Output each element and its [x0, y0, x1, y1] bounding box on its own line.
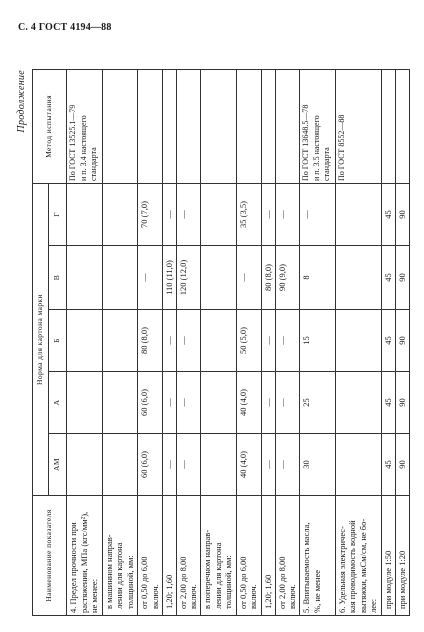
table-row — [261, 69, 275, 615]
row-label-line: лее: — [368, 598, 379, 613]
norm-value — [201, 183, 237, 245]
test-method — [102, 69, 138, 183]
row-label-line: при модуле 1:20 — [397, 550, 408, 609]
row-label-line: лении для картона — [114, 542, 125, 609]
row-label — [162, 496, 176, 616]
row-label — [67, 496, 103, 616]
table-row — [201, 69, 237, 615]
test-method — [335, 69, 381, 183]
row-label-line: в машинном направ- — [103, 534, 114, 609]
test-method-line: По ГОСТ 13648.5—78 — [301, 104, 311, 181]
row-label — [396, 496, 410, 616]
norm-value: 45 — [382, 310, 396, 372]
row-label — [138, 496, 163, 616]
norm-value: 90 — [396, 246, 410, 310]
continuation-label: Продолжение — [16, 70, 27, 133]
norm-value — [67, 246, 103, 310]
norm-value: — — [162, 434, 176, 496]
test-method — [162, 69, 176, 183]
test-method-line: и п. 3.5 настоящего — [311, 115, 321, 181]
norm-value — [67, 434, 103, 496]
norm-value — [67, 310, 103, 372]
norm-value: 45 — [382, 434, 396, 496]
row-label-line: толщиной, мм: — [124, 555, 135, 609]
norm-value: 90 — [396, 183, 410, 245]
norm-value — [67, 372, 103, 434]
test-method — [300, 69, 336, 183]
norm-value — [102, 183, 138, 245]
norm-value: — — [162, 372, 176, 434]
norm-value: — — [176, 183, 201, 245]
row-label-line: толщиной, мм: — [223, 555, 234, 609]
test-method — [138, 69, 163, 183]
row-label — [236, 496, 261, 616]
test-method — [236, 69, 261, 183]
row-label-line: в поперечном направ- — [202, 529, 213, 609]
norm-value: — — [275, 372, 300, 434]
norm-value: 80 (8,0) — [261, 246, 275, 310]
norm-value: — — [261, 310, 275, 372]
table-row — [396, 69, 410, 615]
row-label — [176, 496, 201, 616]
row-label — [275, 496, 300, 616]
norm-value: 40 (4,0) — [236, 372, 261, 434]
norm-value: 60 (6,0) — [138, 372, 163, 434]
row-label-line: 4. Предел прочности при — [68, 522, 78, 613]
col-header-grade: Б — [49, 310, 67, 372]
test-method — [396, 69, 410, 183]
norm-value: — — [162, 183, 176, 245]
norm-value: 45 — [382, 183, 396, 245]
table-row — [67, 69, 103, 615]
table-row — [176, 69, 201, 615]
col-header-grade: В — [49, 246, 67, 310]
norm-value — [102, 372, 138, 434]
col-header-norm-group: Норма для картона марки — [33, 183, 49, 495]
test-method-line: стандарта — [322, 147, 332, 181]
norm-value: — — [138, 246, 163, 310]
norm-value: 60 (6,0) — [138, 434, 163, 496]
row-label-line: 1,20; 1,60 — [163, 574, 174, 609]
norm-value: 30 — [300, 434, 336, 496]
table-row — [382, 69, 396, 615]
norm-value: 8 — [300, 246, 336, 310]
norm-value: 45 — [382, 246, 396, 310]
norm-value: — — [162, 310, 176, 372]
norm-value: 25 — [300, 372, 336, 434]
norm-value: — — [261, 434, 275, 496]
row-label — [102, 496, 138, 616]
norm-value — [335, 434, 381, 496]
norm-value — [102, 434, 138, 496]
row-label-line: включ. — [248, 584, 259, 609]
row-label — [201, 496, 237, 616]
rotated-table-area — [18, 70, 410, 616]
row-label-line: %, не менее — [311, 569, 322, 613]
row-label-line: при модуле 1:50 — [383, 550, 394, 609]
table-row — [102, 69, 138, 615]
col-header-grade: Г — [49, 183, 67, 245]
norm-value: 110 (11,0) — [162, 246, 176, 310]
norm-value — [335, 183, 381, 245]
test-method-line: По ГОСТ 13525.1—79 — [68, 104, 77, 181]
row-label-line: растяжении, МПа (кгс/мм²), — [78, 511, 89, 613]
col-header-name: Наименование показателя — [33, 496, 67, 616]
norm-value — [201, 246, 237, 310]
table-row — [162, 69, 176, 615]
norm-value: — — [275, 310, 300, 372]
norm-value — [102, 246, 138, 310]
norm-value: — — [176, 310, 201, 372]
table-row — [236, 69, 261, 615]
row-label — [335, 496, 381, 616]
row-label-line: вытяжки, мкСм/см, не бо- — [357, 518, 368, 613]
test-method — [261, 69, 275, 183]
norm-value: — — [300, 183, 336, 245]
test-method-line: и п. 3.4 настоящего — [78, 115, 88, 181]
test-method — [275, 69, 300, 183]
test-method — [67, 69, 103, 183]
norm-value: 90 (9,0) — [275, 246, 300, 310]
norm-value: — — [275, 434, 300, 496]
norm-value: — — [176, 434, 201, 496]
norm-value — [201, 434, 237, 496]
test-method — [382, 69, 396, 183]
norm-value — [102, 310, 138, 372]
norms-table — [32, 69, 410, 616]
norm-value: 90 — [396, 434, 410, 496]
table-row — [138, 69, 163, 615]
norm-value: 40 (4,0) — [236, 434, 261, 496]
norm-value: 90 — [396, 372, 410, 434]
table-row — [335, 69, 381, 615]
row-label — [382, 496, 396, 616]
test-method-line: стандарта — [89, 147, 98, 181]
norm-value: 70 (7,0) — [138, 183, 163, 245]
page-header: С. 4 ГОСТ 4194—88 — [18, 22, 112, 33]
row-label-line: кая проводимость водной — [347, 520, 358, 613]
norm-value: 90 — [396, 310, 410, 372]
row-label-line: лении для картона — [212, 542, 223, 609]
norm-value — [201, 310, 237, 372]
norm-value: 35 (3,5) — [236, 183, 261, 245]
row-label-line: включ. — [149, 584, 160, 609]
table-row — [275, 69, 300, 615]
row-label — [261, 496, 275, 616]
col-header-method: Метод испытания — [33, 69, 67, 183]
test-method — [201, 69, 237, 183]
norm-value: 80 (8,0) — [138, 310, 163, 372]
row-label-line: не менее: — [89, 578, 99, 613]
table-row — [300, 69, 336, 615]
norm-value — [335, 310, 381, 372]
row-label-line: от 2,00 до 8,00 — [177, 556, 188, 609]
norm-value: — — [176, 372, 201, 434]
row-label-line: 1,20; 1,60 — [262, 574, 273, 609]
row-label-line: от 0,50 до 6,00 — [139, 556, 150, 609]
test-method — [176, 69, 201, 183]
test-method-line: По ГОСТ 8552—88 — [336, 114, 346, 181]
row-label-line: от 0,50 до 6,00 — [237, 556, 248, 609]
norm-value: — — [261, 372, 275, 434]
norm-value: 45 — [382, 372, 396, 434]
col-header-grade: А — [49, 372, 67, 434]
norm-value: 120 (12,0) — [176, 246, 201, 310]
norm-value: 50 (5,0) — [236, 310, 261, 372]
norm-value — [335, 246, 381, 310]
norm-value — [67, 183, 103, 245]
row-label-line: включ. — [287, 584, 298, 609]
row-label-line: включ. — [188, 584, 199, 609]
norm-value: — — [261, 183, 275, 245]
norm-value: — — [236, 246, 261, 310]
row-label-line: 5. Впитываемость масла, — [301, 522, 312, 613]
col-header-grade: АМ — [49, 434, 67, 496]
row-label-line: 6. Удельная электричес- — [336, 526, 347, 613]
norm-value — [335, 372, 381, 434]
norm-value: 15 — [300, 310, 336, 372]
row-label-line: от 2,00 до 8,00 — [276, 556, 287, 609]
norm-value: — — [275, 183, 300, 245]
row-label — [300, 496, 336, 616]
norm-value — [201, 372, 237, 434]
